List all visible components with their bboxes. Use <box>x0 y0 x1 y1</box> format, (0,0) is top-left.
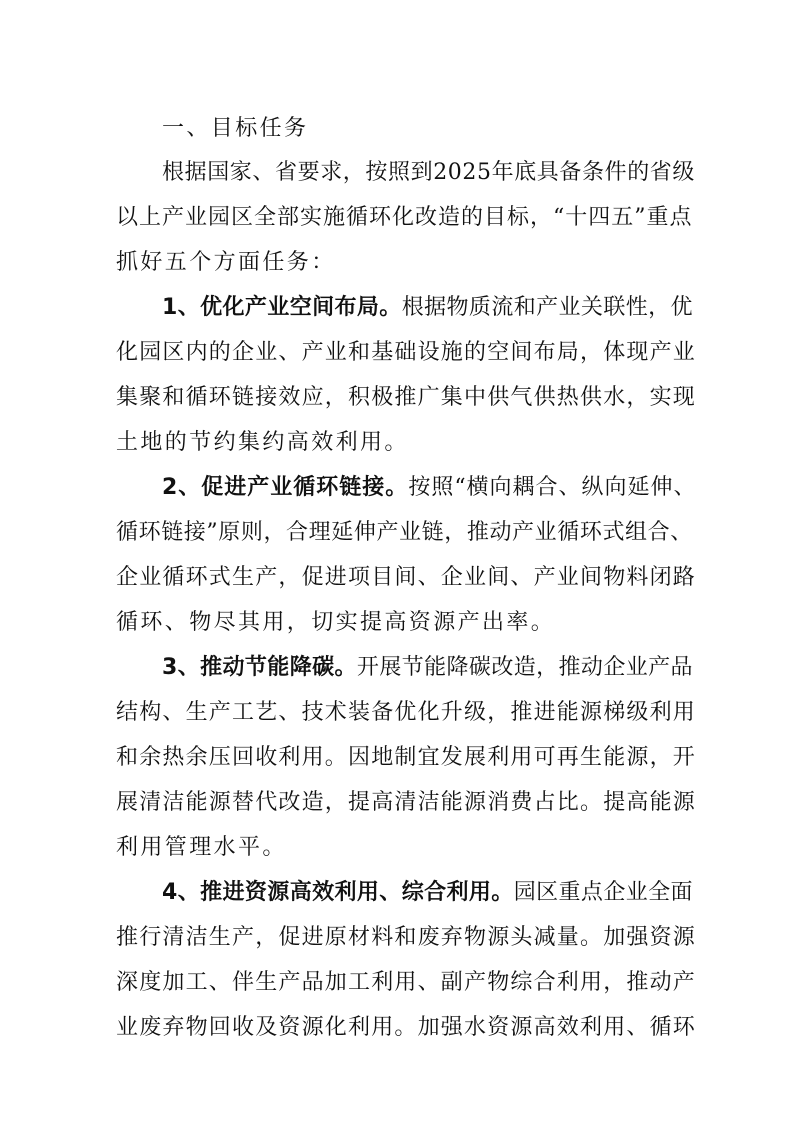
item-4-title: 4、推进资源高效利用、综合利用。 <box>162 880 514 905</box>
item-1-line-1 <box>162 293 696 323</box>
item-4-line-1-text: 园区重点企业全面 <box>513 880 693 905</box>
item-1-line-4: 土地的节约集约高效利用。 <box>116 430 409 455</box>
item-2-line-2: 循环链接”原则，合理延伸产业链，推动产业循环式组合、 <box>116 520 693 545</box>
item-4-line-3: 深度加工、伴生产品加工利用、副产物综合利用，推动产 <box>116 970 697 995</box>
item-3-line-1 <box>162 653 696 683</box>
item-2-line-3: 企业循环式生产，促进项目间、企业间、产业间物料闭路 <box>116 565 697 590</box>
item-2-title: 2、促进产业循环链接。 <box>162 475 409 500</box>
intro-line-2: 以上产业园区全部实施循环化改造的目标，“十四五”重点 <box>116 205 693 230</box>
item-3-line-2: 结构、生产工艺、技术装备优化升级，推进能源梯级利用 <box>116 700 697 725</box>
item-3-title: 3、推动节能降碳。 <box>162 655 357 680</box>
item-3-line-5: 利用管理水平。 <box>116 835 287 860</box>
item-2-line-1-text: 按照“横向耦合、纵向延伸、 <box>408 475 697 500</box>
item-3-line-3: 和余热余压回收利用。因地制宜发展利用可再生能源，开 <box>116 745 697 770</box>
item-3-line-1-text: 开展节能降碳改造，推动企业产品 <box>356 655 693 680</box>
item-4-line-4: 业废弃物回收及资源化利用。加强水资源高效利用、循环 <box>116 1015 697 1040</box>
intro-line-3: 抓好五个方面任务： <box>116 250 336 275</box>
item-4-line-2: 推行清洁生产，促进原材料和废弃物源头减量。加强资源 <box>116 925 697 950</box>
item-4-line-1 <box>162 878 696 908</box>
item-1-line-3: 集聚和循环链接效应，积极推广集中供气供热供水，实现 <box>116 385 697 410</box>
item-1-line-2: 化园区内的企业、产业和基础设施的空间布局，体现产业 <box>116 340 697 365</box>
section-heading: 一、目标任务 <box>162 116 309 141</box>
item-1-line-1-text: 根据物质流和产业关联性，优 <box>401 295 693 320</box>
item-2-line-1 <box>162 473 696 503</box>
item-1-title: 1、优化产业空间布局。 <box>162 295 402 320</box>
intro-line-1: 根据国家、省要求，按照到2025年底具备条件的省级 <box>162 160 695 185</box>
item-3-line-4: 展清洁能源替代改造，提高清洁能源消费占比。提高能源 <box>116 790 697 815</box>
item-2-line-4: 循环、物尽其用，切实提高资源产出率。 <box>116 610 556 635</box>
